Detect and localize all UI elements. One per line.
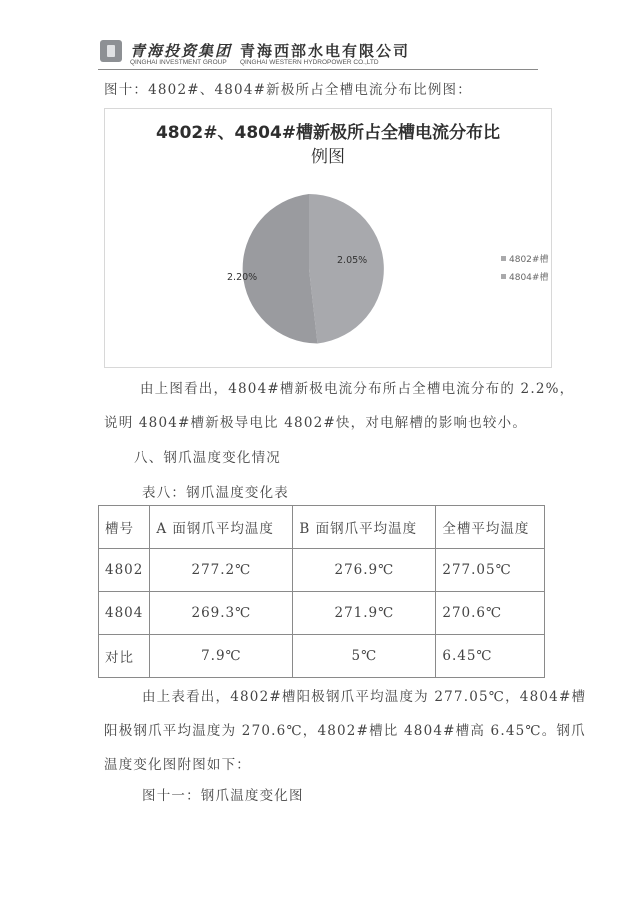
company-name-en: QINGHAI WESTERN HYDROPOWER CO.,LTD xyxy=(240,59,379,66)
pie-slice-4802 xyxy=(309,194,384,344)
chart-title-line1: 4802#、4804#槽新极所占全槽电流分布比 xyxy=(155,123,501,143)
table-cell: 7.9℃ xyxy=(150,635,293,678)
pie-graphic xyxy=(105,109,551,367)
figure10-caption: 图十：4802#、4804#新极所占全槽电流分布比例图： xyxy=(104,82,472,98)
table-cell: 271.9℃ xyxy=(293,592,436,635)
table-cell: 5℃ xyxy=(293,635,436,678)
table-header-cell: 槽号 xyxy=(99,506,150,549)
paragraph2-line1: 由上表看出，4802#槽阳极钢爪平均温度为 277.05℃，4804#槽 xyxy=(142,689,587,705)
pie-slice-4804 xyxy=(243,194,318,344)
legend-swatch-4802 xyxy=(501,256,506,261)
table-header-cell: 全槽平均温度 xyxy=(436,506,545,549)
company-logo xyxy=(100,40,122,62)
pie-label-4804: 2.20% xyxy=(227,272,258,283)
paragraph2-line3: 温度变化图附图如下： xyxy=(104,757,251,773)
paragraph1-line2: 说明 4804#槽新极导电比 4802#快，对电解槽的影响也较小。 xyxy=(104,415,528,431)
table-cell: 6.45℃ xyxy=(436,635,545,678)
table-cell: 269.3℃ xyxy=(150,592,293,635)
header-divider xyxy=(98,69,538,70)
table-row xyxy=(99,549,545,592)
temperature-table xyxy=(98,505,545,678)
table-row xyxy=(99,635,545,678)
legend-label-4804: 4804#槽 xyxy=(509,273,549,283)
table-header-cell: B 面钢爪平均温度 xyxy=(293,506,436,549)
table-cell: 270.6℃ xyxy=(436,592,545,635)
company-name-cn: 青海西部水电有限公司 xyxy=(240,42,411,60)
pie-label-4802: 2.05% xyxy=(337,255,368,266)
legend-item-4802 xyxy=(501,252,548,265)
paragraph1-line1: 由上图看出，4804#槽新极电流分布所占全槽电流分布的 2.2%， xyxy=(140,381,575,397)
chart-title-line2: 例图 xyxy=(311,147,345,167)
table-cell: 4804 xyxy=(99,592,150,635)
table-cell: 276.9℃ xyxy=(293,549,436,592)
table-row xyxy=(99,592,545,635)
legend-label-4802: 4802#槽 xyxy=(509,255,549,265)
group-name-en: QINGHAI INVESTMENT GROUP xyxy=(130,59,227,66)
table-cell: 4802 xyxy=(99,549,150,592)
table-cell: 277.2℃ xyxy=(150,549,293,592)
paragraph2-line2: 阳极钢爪平均温度为 270.6℃，4802#槽比 4804#槽高 6.45℃。钢爪 xyxy=(104,723,586,739)
table-header-row xyxy=(99,506,545,549)
group-name-cn: 青海投资集团 xyxy=(130,42,233,60)
figure11-caption: 图十一：钢爪温度变化图 xyxy=(142,788,304,804)
section8-heading: 八、钢爪温度变化情况 xyxy=(134,450,281,466)
legend-item-4804 xyxy=(501,270,548,283)
pie-chart xyxy=(104,108,552,368)
table8-caption: 表八：钢爪温度变化表 xyxy=(142,485,289,501)
legend-swatch-4804 xyxy=(501,274,506,279)
table-header-cell: A 面钢爪平均温度 xyxy=(150,506,293,549)
table-cell: 277.05℃ xyxy=(436,549,545,592)
table-cell: 对比 xyxy=(99,635,150,678)
